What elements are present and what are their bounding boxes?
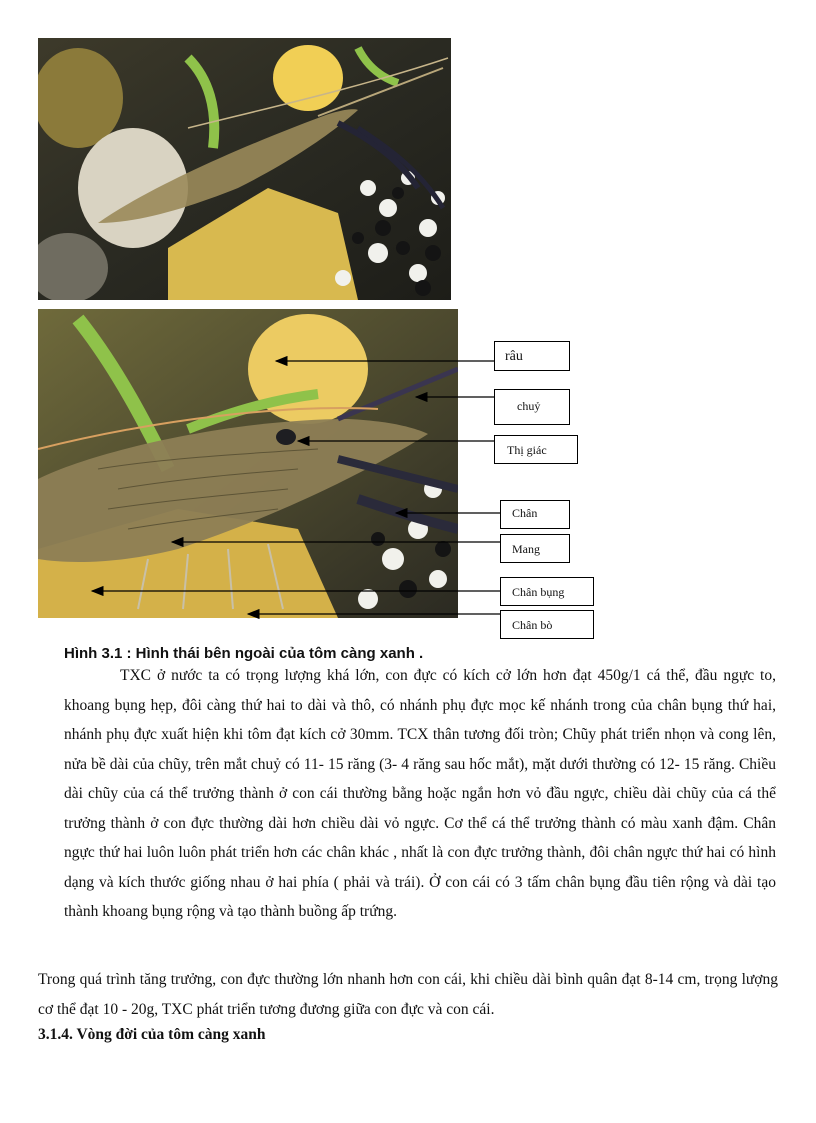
label-rau: râu <box>494 341 570 371</box>
label-chan-bo: Chân bò <box>500 610 594 639</box>
body-paragraph-1: TXC ở nước ta có trọng lượng khá lớn, con đực có kích cở lớn hơn đạt 450g/1 cá thể, đầu ngực to, khoang bụng hẹp, đôi càng thứ hai to dài và thô, có nhánh phụ đực mọc kế nhánh trong của chân bụng thứ hai, nhánh phụ đực xuất hiện khi tôm đạt kích cở 30mm. TCX thân tương đối tròn; Chũy phát triển nhọn và cong lên, nửa bề dài của chũy, trên mắt chuỷ có 11- 15 răng (3- 4 răng sau hốc mắt), mặt dưới thường có 12- 15 răng. Chiều dài chũy của cá thể trưởng thành ở con cái thường bằng hoặc ngắn hơn vỏ đầu ngực, chiều dài chũy của cá thể trưởng thành ở con đực thường dài hơn chiều dài vỏ ngực. Cơ thể cá thể trưởng thành có màu xanh đậm. Chân ngực thứ hai luôn luôn phát triển hơn các chân khác , nhất là con đực trưởng thành, đôi chân ngực thứ hai có hình dạng và kích thước giống nhau ở hai phía ( phải và trái). Ở con cái có 3 tấm chân bụng đầu tiên rộng và dài tạo thành khoang bụng rộng và tạo thành buồng ấp trứng. <box>64 667 776 920</box>
label-thi-giac: Thị giác <box>494 435 578 464</box>
label-chan-bung: Chân bụng <box>500 577 594 606</box>
figure-caption: Hình 3.1 : Hình thái bên ngoài của tôm càng xanh . <box>64 645 424 662</box>
label-chuy: chuỷ <box>494 389 570 425</box>
body-paragraph-2: Trong quá trình tăng trưởng, con đực thường lớn nhanh hơn con cái, khi chiều dài bình quân đạt 8-14 cm, trọng lượng cơ thể đạt 10 - 20g, TXC phát triển tương đương giữa con đực và con cái. <box>38 971 778 1018</box>
label-mang: Mang <box>500 534 570 563</box>
label-chan: Chân <box>500 500 570 529</box>
section-heading: 3.1.4. Vòng đời của tôm càng xanh <box>38 1026 266 1043</box>
